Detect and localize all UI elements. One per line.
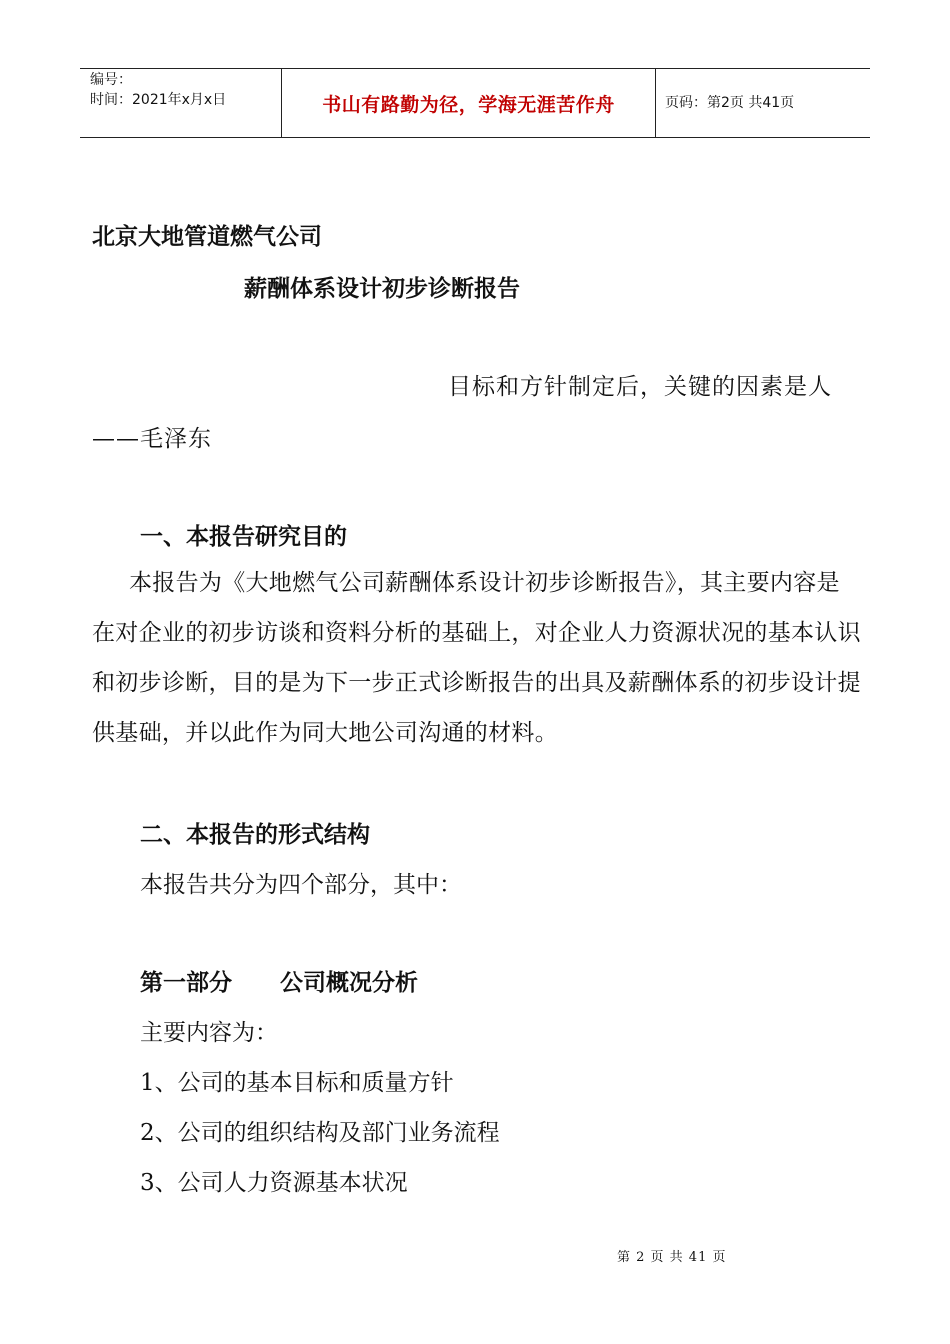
motto-text: 书山有路勤为径，学海无涯苦作舟 [322,93,615,116]
page-header [80,68,870,138]
section1-heading: 一、本报告研究目的 [140,524,347,550]
section2-heading: 二、本报告的形式结构 [140,822,370,848]
page-footer: 第 2 页 共 41 页 [617,1250,727,1265]
list-item: 2、公司的组织结构及部门业务流程 [140,1120,500,1146]
report-title: 薪酬体系设计初步诊断报告 [244,276,520,302]
header-motto-cell [281,69,656,137]
header-meta-cell [80,69,280,137]
time-label: 时间：2021年x月x日 [90,92,227,108]
epigraph-attribution: ——毛泽东 [92,426,212,452]
number-label: 编号： [90,72,132,88]
company-title: 北京大地管道燃气公司 [92,224,322,250]
page-info: 页码：第2页 共41页 [665,94,795,111]
list-item: 3、公司人力资源基本状况 [140,1170,408,1196]
list-item: 1、公司的基本目标和质量方针 [140,1070,454,1096]
section2-intro: 本报告共分为四个部分，其中： [140,872,462,898]
header-page-cell [655,69,870,137]
part1-intro: 主要内容为： [140,1020,278,1046]
part1-heading: 第一部分 公司概况分析 [140,970,419,996]
section1-paragraph: 本报告为《大地燃气公司薪酬体系设计初步诊断报告》，其主要内容是在对企业的初步访谈和资料分析的基础上，对企业人力资源状况的基本认识和初步诊断，目的是为下一步正式诊断报告的出具及薪酬体系的初步设计提供基础，并以此作为同大地公司沟通的材料。 [92,570,861,746]
epigraph-quote: 目标和方针制定后，关键的因素是人 [448,374,832,400]
